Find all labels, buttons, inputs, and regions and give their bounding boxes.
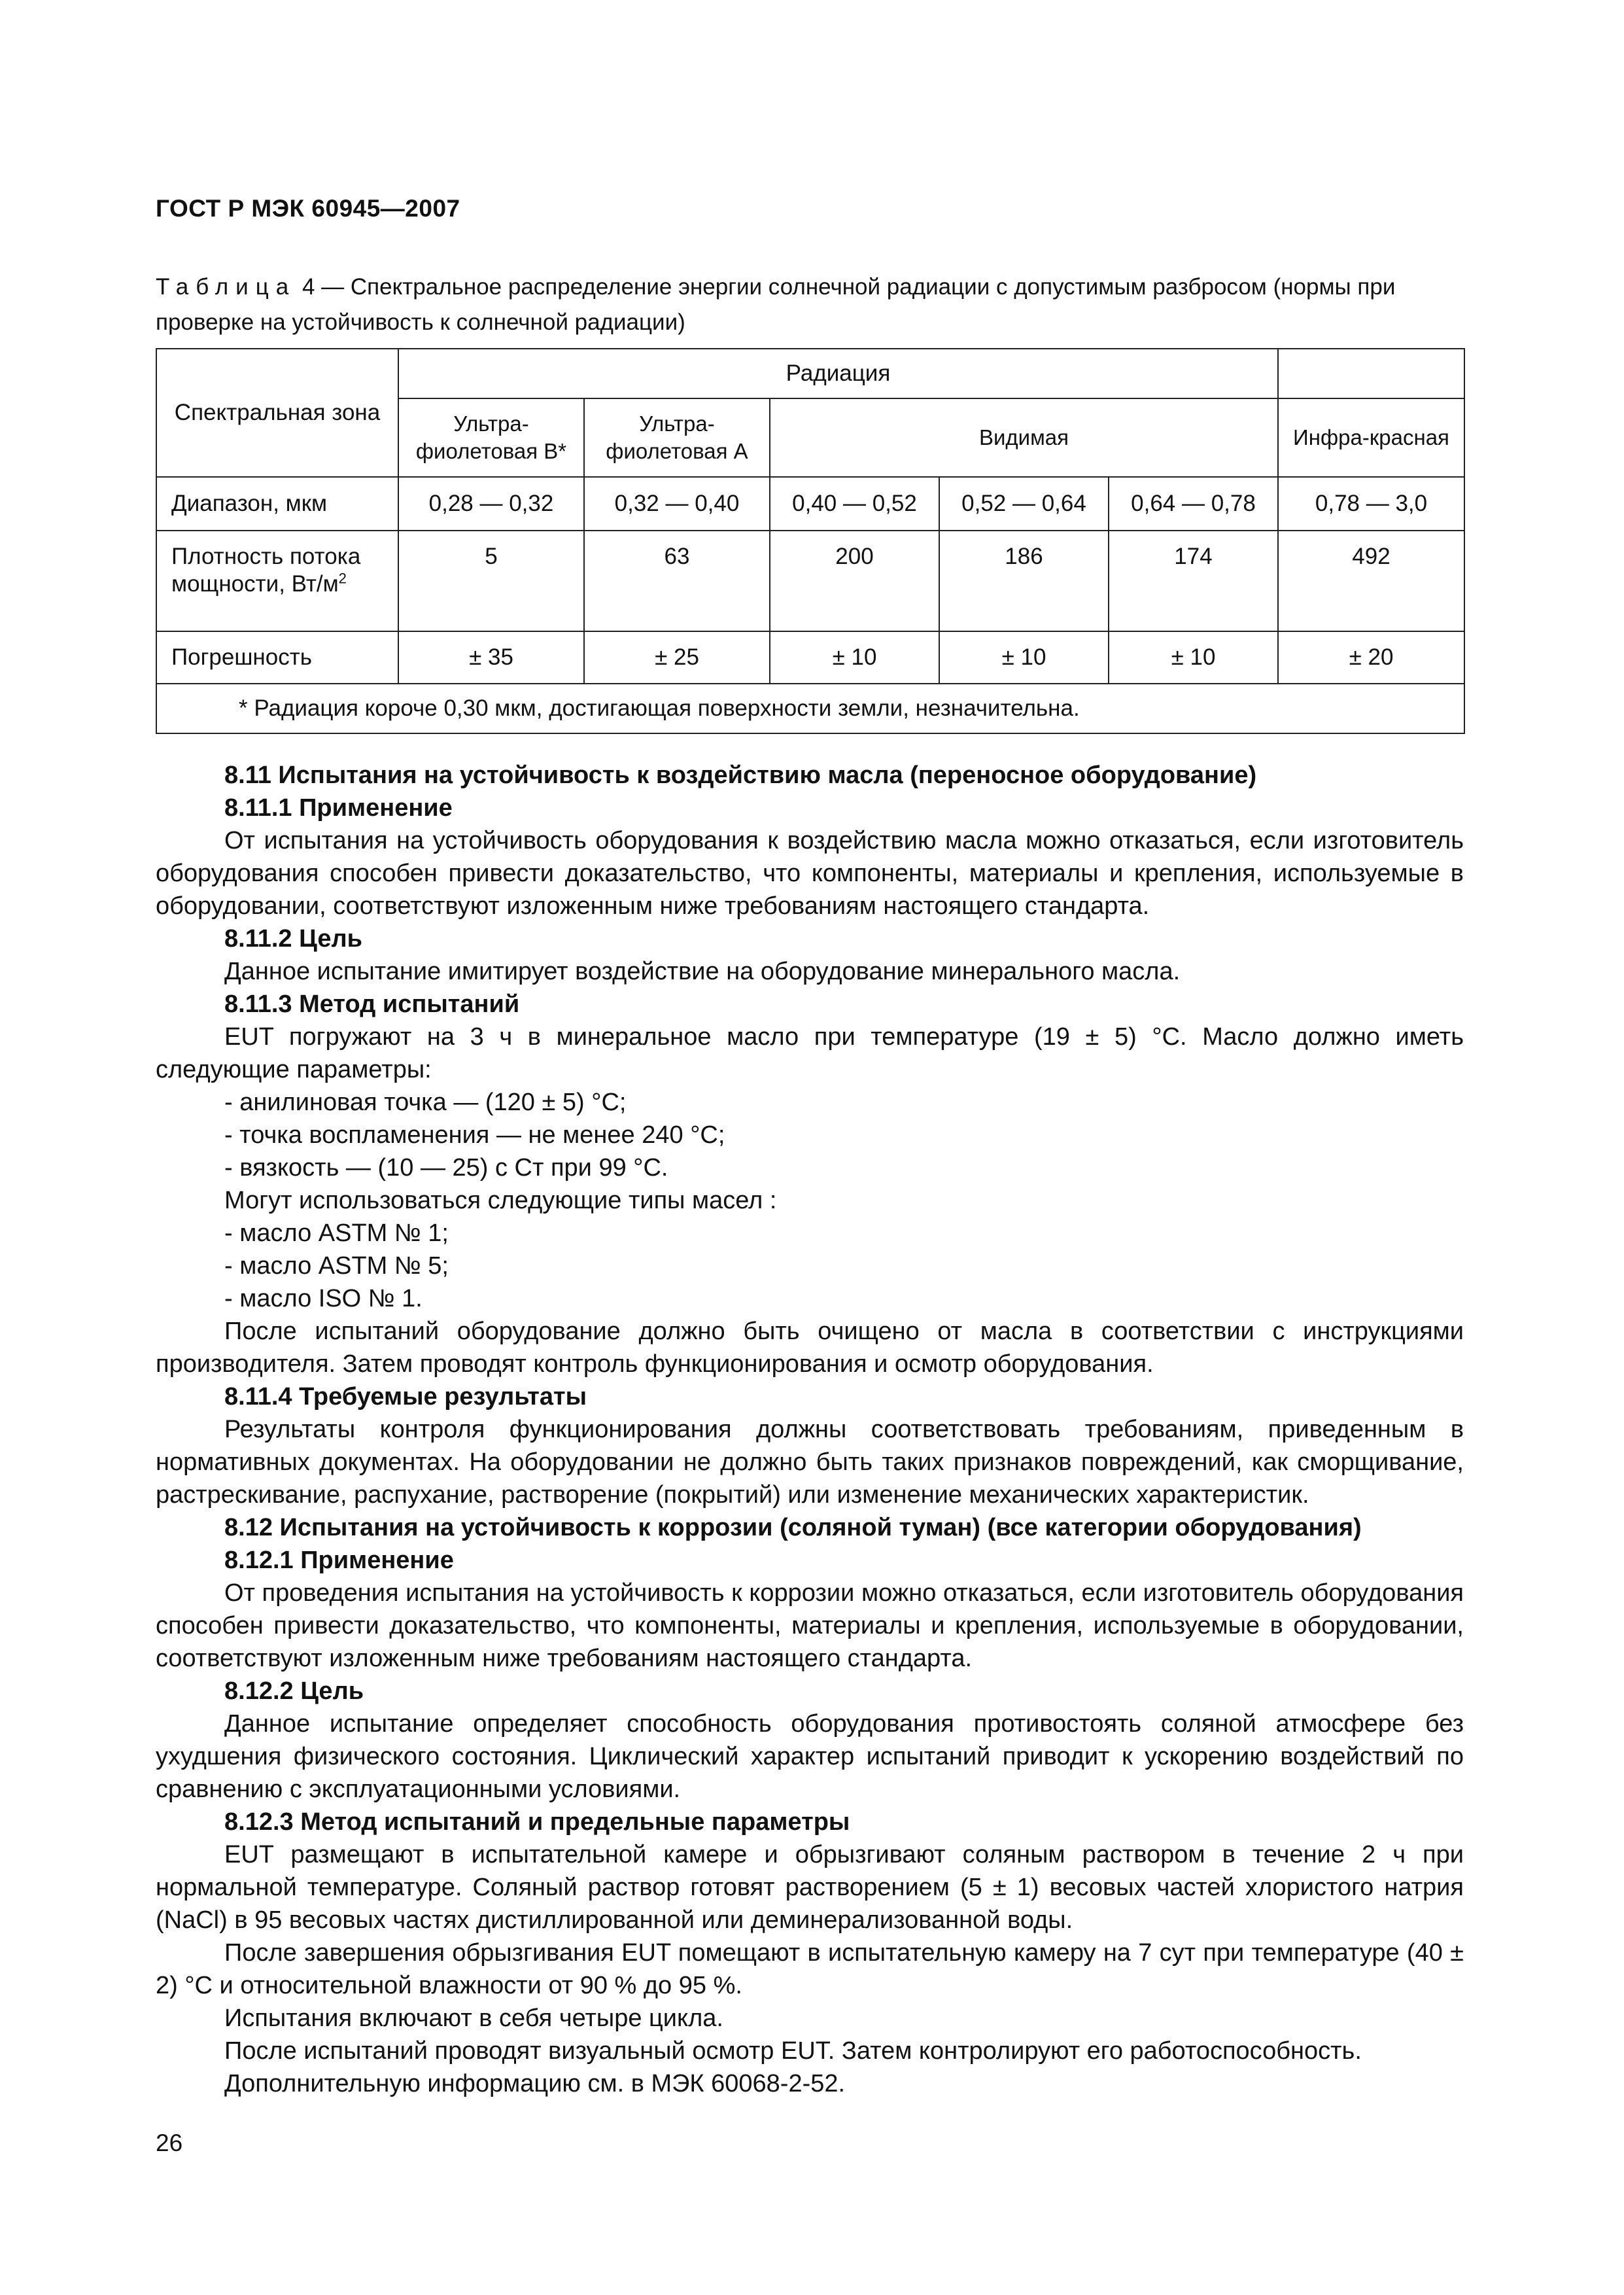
section-heading: 8.11.4 Требуемые результаты	[224, 1383, 587, 1410]
table-cell: 0,32 — 0,40	[584, 477, 770, 531]
paragraph: От испытания на устойчивость оборудования к воздействию масла можно отказаться, если изготовитель оборудования способен привести доказательство, что компоненты, материалы и крепления, используемые в оборудовании, соответствуют изложенным ниже требованиям настоящего стандарта.	[156, 827, 1464, 920]
row-label: Погрешность	[156, 631, 398, 684]
zone-header: Спектральная зона	[156, 349, 398, 477]
section-heading: 8.12.2 Цель	[224, 1677, 364, 1705]
paragraph: После завершения обрызгивания EUT помещают в испытательную камеру на 7 сут при температуре (40 ± 2) °С и относительной влажности от 90 % до 95 %.	[156, 1939, 1464, 1999]
list-item: - вязкость — (10 — 25) с Ст при 99 °С.	[224, 1154, 668, 1182]
table-cell: 0,78 — 3,0	[1278, 477, 1464, 531]
table-row	[156, 477, 1464, 531]
paragraph: Испытания включают в себя четыре цикла.	[224, 2005, 723, 2032]
table-cell: ± 20	[1278, 631, 1464, 684]
row-label-text: Плотность потока мощности, Вт/м	[171, 544, 361, 597]
table-cell: 63	[584, 531, 770, 631]
table-caption-text: 4 — Спектральное распределение энергии солнечной радиации с допустимым разбросом (нормы при проверке на устойчивость к солнечной радиации)	[156, 274, 1396, 335]
paragraph: EUT погружают на 3 ч в минеральное масло при температуре (19 ± 5) °С. Масло должно иметь следующие параметры:	[156, 1023, 1464, 1083]
body-text	[156, 759, 1464, 2100]
table-cell: 174	[1109, 531, 1278, 631]
table-cell: ± 10	[1109, 631, 1278, 684]
paragraph: Дополнительную информацию см. в МЭК 60068-2-52.	[224, 2070, 846, 2097]
row-label-superscript: 2	[338, 570, 347, 587]
table-cell: 0,40 — 0,52	[770, 477, 939, 531]
row-label	[156, 531, 398, 631]
table-cell: 186	[939, 531, 1109, 631]
table-footnote: * Радиация короче 0,30 мкм, достигающая поверхности земли, незначительна.	[156, 684, 1464, 733]
list-item: - масло ASTM № 5;	[224, 1252, 449, 1280]
paragraph: После испытаний оборудование должно быть очищено от масла в соответствии с инструкциями производителя. Затем проводят контроль функционирования и осмотр оборудования.	[156, 1318, 1464, 1378]
col-uvb: Ультра-фиолетовая В*	[398, 398, 584, 477]
list-item: - анилиновая точка — (120 ± 5) °С;	[224, 1089, 627, 1116]
spectral-table	[156, 348, 1465, 734]
table-cell: ± 10	[939, 631, 1109, 684]
section-heading: 8.11.2 Цель	[224, 925, 362, 953]
paragraph: Результаты контроля функционирования должны соответствовать требованиям, приведенным в нормативных документах. На оборудовании не должно быть таких признаков повреждений, как сморщивание, растрескивание, распухание, растворение (покрытий) или изменение механических характеристик.	[156, 1416, 1464, 1509]
table-caption	[156, 270, 1464, 340]
table-cell: 0,64 — 0,78	[1109, 477, 1278, 531]
paragraph: Данное испытание определяет способность оборудования противостоять соляной атмосфере без ухудшения физического состояния. Циклический характер испытаний приводит к ускорению воздействий по сравнению с эксплуатационными условиями.	[156, 1710, 1464, 1803]
table-cell: 0,28 — 0,32	[398, 477, 584, 531]
table-cell: 492	[1278, 531, 1464, 631]
list-item: Могут использоваться следующие типы масел :	[224, 1187, 777, 1214]
list-item: - масло ASTM № 1;	[224, 1219, 449, 1247]
paragraph: Данное испытание имитирует воздействие на оборудование минерального масла.	[224, 958, 1181, 985]
paragraph: EUT размещают в испытательной камере и обрызгивают соляным раствором в течение 2 ч при нормальной температуре. Соляный раствор готовят растворением (5 ± 1) весовых частей хлористого натрия (NaCl) в 95 весовых частях дистиллированной или деминерализованной воды.	[156, 1841, 1464, 1934]
table-cell: ± 10	[770, 631, 939, 684]
table-row	[156, 531, 1464, 631]
table-cell: 0,52 — 0,64	[939, 477, 1109, 531]
paragraph: От проведения испытания на устойчивость к коррозии можно отказаться, если изготовитель оборудования способен привести доказательство, что компоненты, материалы и крепления, используемые в оборудовании, соответствуют изложенным ниже требованиям настоящего стандарта.	[156, 1579, 1464, 1672]
table-row	[156, 631, 1464, 684]
col-visible: Видимая	[770, 398, 1278, 477]
table-cell: ± 25	[584, 631, 770, 684]
section-heading: 8.11.3 Метод испытаний	[224, 990, 520, 1018]
col-uva: Ультра-фиолетовая А	[584, 398, 770, 477]
table-cell: 200	[770, 531, 939, 631]
empty-header-cell	[1278, 349, 1464, 398]
page-number: 26	[156, 2129, 183, 2156]
row-label: Диапазон, мкм	[156, 477, 398, 531]
section-heading: 8.12.1 Применение	[224, 1547, 454, 1574]
standard-header: ГОСТ Р МЭК 60945—2007	[156, 195, 460, 222]
list-item: - масло ISO № 1.	[224, 1285, 423, 1312]
paragraph: После испытаний проводят визуальный осмотр EUT. Затем контролируют его работоспособность.	[224, 2037, 1362, 2065]
list-item: - точка воспламенения — не менее 240 °С;	[224, 1121, 725, 1149]
radiation-header: Радиация	[398, 349, 1278, 398]
section-heading: 8.11.1 Применение	[224, 794, 453, 822]
section-heading: 8.11 Испытания на устойчивость к воздействию масла (переносное оборудование)	[224, 762, 1257, 789]
col-ir: Инфра-красная	[1278, 398, 1464, 477]
section-heading: 8.12 Испытания на устойчивость к коррозии (соляной туман) (все категории оборудования)	[224, 1514, 1362, 1541]
table-cell: ± 35	[398, 631, 584, 684]
table-cell: 5	[398, 531, 584, 631]
section-heading: 8.12.3 Метод испытаний и предельные параметры	[224, 1808, 850, 1836]
table-caption-label: Таблица	[156, 274, 296, 300]
